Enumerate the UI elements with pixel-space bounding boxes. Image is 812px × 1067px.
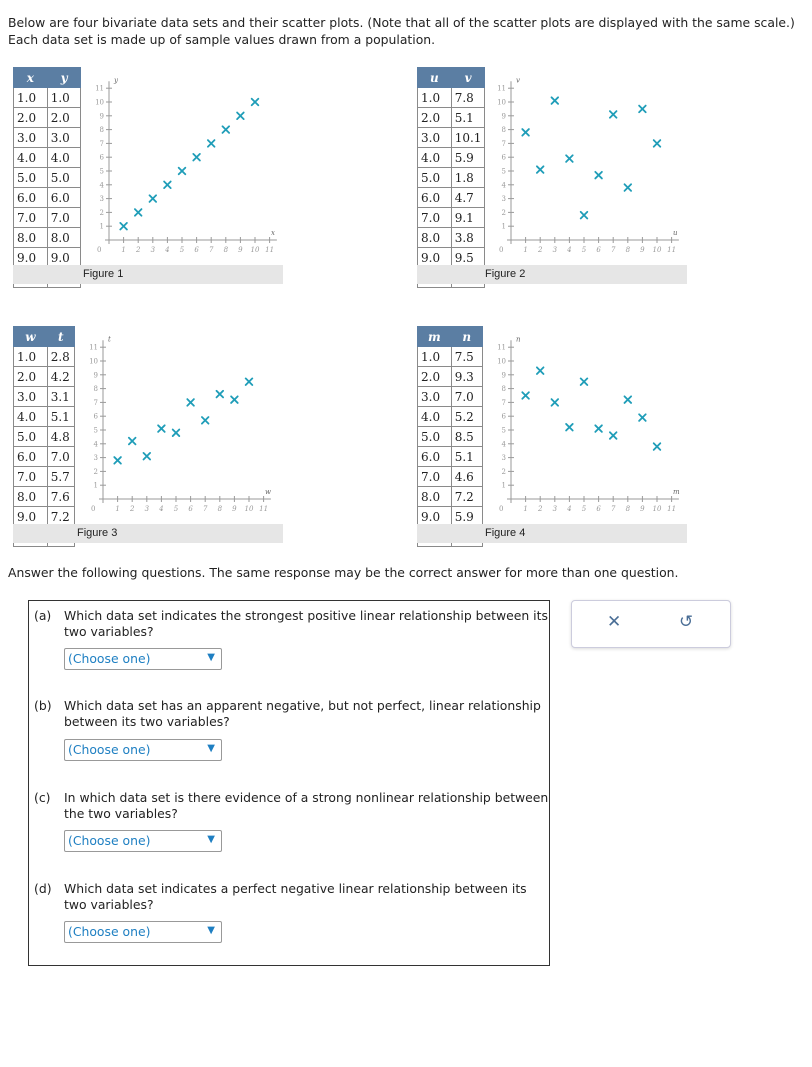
scatter-point [552, 399, 559, 406]
table-cell: 7.0 [14, 208, 48, 228]
origin-label: 0 [91, 505, 96, 513]
table-cell: 9.0 [47, 248, 81, 268]
table-cell: 5.7 [47, 467, 74, 487]
origin-label: 0 [499, 246, 504, 254]
question-d-select[interactable] [64, 921, 222, 943]
table-cell: 1.8 [451, 168, 485, 188]
x-tick-label: 1 [115, 505, 120, 513]
data-set-2 [417, 67, 687, 283]
x-tick-label: 10 [250, 246, 260, 254]
table-cell: 1.0 [418, 347, 452, 367]
scatter-point [231, 396, 238, 403]
y-tick-label: 7 [93, 398, 98, 407]
table-cell: 2.0 [14, 367, 48, 387]
table-cell: 3.0 [14, 387, 48, 407]
x-tick-label: 9 [640, 246, 645, 254]
y-tick-label: 3 [501, 454, 506, 463]
table-cell: 7.0 [14, 467, 48, 487]
x-tick-label: 3 [144, 505, 150, 513]
question-a-text: Which data set indicates the strongest positive linear relationship between its two variables? [64, 608, 548, 639]
question-d-text: Which data set indicates a perfect negative linear relationship between its two variables? [64, 881, 527, 912]
scatter-point [625, 184, 632, 191]
origin-label: 0 [97, 246, 102, 254]
x-tick-label: 5 [179, 246, 185, 254]
scatter-point [217, 391, 224, 398]
table-cell: 9.3 [451, 367, 482, 387]
y-tick-label: 11 [497, 84, 506, 93]
table-cell: 9.0 [418, 507, 452, 527]
x-tick-label: 6 [596, 505, 601, 513]
table-cell: 4.2 [47, 367, 74, 387]
x-tick-label: 5 [581, 505, 587, 513]
table-cell: 10.1 [451, 128, 485, 148]
y-tick-label: 7 [99, 139, 104, 148]
question-d-label: (d) [34, 881, 52, 896]
scatter-plot [417, 326, 687, 542]
table-cell: 3.0 [418, 128, 452, 148]
scatter-point [120, 223, 127, 230]
table-cell: 3.0 [47, 128, 81, 148]
table-cell: 6.0 [14, 188, 48, 208]
scatter-point [522, 129, 529, 136]
scatter-point [595, 425, 602, 432]
x-tick-label: 11 [265, 246, 275, 254]
question-c-label: (c) [34, 790, 51, 805]
scatter-point [610, 432, 617, 439]
scatter-point [208, 140, 215, 147]
x-tick-label: 9 [238, 246, 243, 254]
y-tick-label: 6 [501, 412, 506, 421]
x-axis-label: m [673, 488, 680, 496]
table-cell: 1.0 [14, 88, 48, 108]
dropdown-arrow-icon: ▼ [207, 652, 215, 663]
scatter-point [522, 392, 529, 399]
table-cell: 5.0 [418, 427, 452, 447]
table-cell: 9.1 [451, 208, 485, 228]
scatter-plot [417, 67, 687, 283]
column-header: v [451, 68, 485, 88]
scatter-plot [13, 67, 283, 283]
column-header: n [451, 327, 482, 347]
y-tick-label: 1 [99, 222, 104, 231]
scatter-point [150, 195, 157, 202]
y-axis-label: y [114, 76, 118, 85]
column-header: m [418, 327, 452, 347]
y-tick-label: 3 [99, 195, 104, 204]
column-header: x [14, 68, 48, 88]
scatter-point [537, 367, 544, 374]
x-tick-label: 8 [217, 505, 223, 513]
scatter-point [566, 424, 573, 431]
table-cell: 2.0 [14, 108, 48, 128]
table-cell: 9.0 [14, 248, 48, 268]
y-tick-label: 9 [501, 371, 506, 380]
table-cell: 7.0 [418, 467, 452, 487]
data-set-3 [13, 326, 283, 542]
table-cell: 4.0 [14, 407, 48, 427]
table-cell: 5.0 [14, 168, 48, 188]
table-cell: 7.6 [47, 487, 74, 507]
table-cell: 6.0 [418, 447, 452, 467]
scatter-point [129, 438, 136, 445]
origin-label: 0 [499, 505, 504, 513]
table-cell: 6.0 [14, 447, 48, 467]
x-tick-label: 6 [194, 246, 199, 254]
undo-icon[interactable]: ↺ [679, 612, 694, 632]
x-tick-label: 7 [610, 505, 616, 513]
scatter-point [654, 140, 661, 147]
y-tick-label: 1 [93, 481, 98, 490]
x-tick-label: 4 [567, 246, 572, 254]
table-cell: 5.0 [47, 168, 81, 188]
table-cell: 3.0 [14, 128, 48, 148]
y-tick-label: 8 [99, 126, 104, 135]
scatter-point [639, 414, 646, 421]
y-axis-label: t [108, 335, 111, 344]
y-tick-label: 2 [99, 208, 104, 217]
y-tick-label: 3 [501, 195, 506, 204]
column-header: u [418, 68, 452, 88]
y-tick-label: 8 [501, 126, 506, 135]
scatter-point [202, 417, 209, 424]
y-tick-label: 11 [497, 343, 506, 352]
table-cell: 7.0 [418, 208, 452, 228]
y-tick-label: 3 [93, 454, 98, 463]
scatter-point [158, 425, 165, 432]
close-icon[interactable]: ✕ [607, 612, 622, 632]
y-tick-label: 8 [501, 385, 506, 394]
y-tick-label: 4 [99, 181, 104, 190]
y-tick-label: 10 [95, 98, 104, 107]
table-cell: 7.2 [47, 507, 74, 527]
scatter-point [187, 399, 194, 406]
answer-tools [571, 600, 731, 648]
scatter-point [135, 209, 142, 216]
y-tick-label: 6 [501, 153, 506, 162]
x-tick-label: 7 [202, 505, 208, 513]
scatter-point [581, 212, 588, 219]
y-tick-label: 11 [89, 343, 98, 352]
table-cell: 7.8 [451, 88, 485, 108]
x-tick-label: 1 [121, 246, 126, 254]
y-tick-label: 5 [501, 167, 506, 176]
intro-text: Below are four bivariate data sets and their scatter plots. (Note that all of the scatter plots are displayed with the same scale.) Each data set is made up of sample values drawn from a population. [8, 15, 795, 47]
scatter-point [114, 457, 121, 464]
scatter-plot [13, 326, 283, 542]
x-tick-label: 1 [523, 505, 528, 513]
scatter-point [552, 97, 559, 104]
table-cell: 8.5 [451, 427, 482, 447]
questions-box [28, 600, 550, 966]
x-tick-label: 4 [567, 505, 572, 513]
table-cell: 4.6 [451, 467, 482, 487]
x-tick-label: 2 [129, 505, 135, 513]
y-tick-label: 9 [99, 112, 104, 121]
table-cell: 1.0 [418, 88, 452, 108]
y-tick-label: 1 [501, 481, 506, 490]
table-cell: 4.0 [418, 148, 452, 168]
y-tick-label: 6 [99, 153, 104, 162]
table-cell: 5.0 [14, 427, 48, 447]
scatter-point [625, 396, 632, 403]
x-tick-label: 1 [523, 246, 528, 254]
y-tick-label: 2 [501, 208, 506, 217]
table-cell: 8.0 [14, 228, 48, 248]
x-tick-label: 2 [135, 246, 141, 254]
scatter-point [173, 429, 180, 436]
table-cell: 6.0 [418, 188, 452, 208]
table-cell: 4.0 [418, 407, 452, 427]
data-set-1 [13, 67, 283, 283]
x-tick-label: 5 [173, 505, 179, 513]
scatter-point [537, 166, 544, 173]
y-tick-label: 8 [93, 385, 98, 394]
question-a-select[interactable] [64, 648, 222, 670]
x-tick-label: 11 [667, 505, 677, 513]
y-tick-label: 11 [95, 84, 104, 93]
x-axis-label: w [265, 488, 272, 496]
y-tick-label: 2 [93, 467, 98, 476]
scatter-point [595, 172, 602, 179]
table-cell: 7.0 [47, 447, 74, 467]
x-tick-label: 4 [165, 246, 170, 254]
x-axis-label: x [271, 229, 276, 237]
y-tick-label: 9 [501, 112, 506, 121]
scatter-point [581, 378, 588, 385]
scatter-point [193, 154, 200, 161]
x-tick-label: 9 [640, 505, 645, 513]
column-header: y [47, 68, 81, 88]
scatter-point [610, 111, 617, 118]
table-cell: 7.0 [451, 387, 482, 407]
table-cell: 3.1 [47, 387, 74, 407]
x-tick-label: 2 [537, 505, 543, 513]
table-cell: 6.0 [47, 188, 81, 208]
y-tick-label: 5 [93, 426, 98, 435]
question-a-label: (a) [34, 608, 52, 623]
x-tick-label: 2 [537, 246, 543, 254]
table-cell: 1.0 [47, 88, 81, 108]
x-tick-label: 8 [625, 505, 631, 513]
y-axis-label: v [516, 76, 520, 85]
question-b-label: (b) [34, 698, 52, 713]
table-cell: 5.1 [451, 108, 485, 128]
scatter-point [223, 126, 230, 133]
select-value: (Choose one) [68, 924, 151, 939]
x-tick-label: 8 [223, 246, 229, 254]
table-cell: 2.0 [47, 108, 81, 128]
x-tick-label: 10 [652, 246, 662, 254]
x-tick-label: 7 [610, 246, 616, 254]
table-cell: 2.0 [418, 367, 452, 387]
table-cell: 2.0 [418, 108, 452, 128]
question-c-text: In which data set is there evidence of a strong nonlinear relationship between the two variables? [64, 790, 549, 821]
x-tick-label: 3 [150, 246, 156, 254]
table-cell: 4.0 [47, 148, 81, 168]
y-tick-label: 9 [93, 371, 98, 380]
select-value: (Choose one) [68, 742, 151, 757]
question-b-text: Which data set has an apparent negative, but not perfect, linear relationship between its two variables? [64, 698, 541, 729]
x-tick-label: 7 [208, 246, 214, 254]
table-cell: 2.8 [47, 347, 74, 367]
y-tick-label: 4 [501, 440, 506, 449]
scatter-point [237, 113, 244, 120]
table-cell: 5.2 [451, 407, 482, 427]
table-cell: 5.1 [451, 447, 482, 467]
scatter-point [566, 155, 573, 162]
y-tick-label: 4 [501, 181, 506, 190]
x-tick-label: 9 [232, 505, 237, 513]
table-cell: 8.0 [418, 228, 452, 248]
table-cell: 3.0 [418, 387, 452, 407]
table-cell: 9.0 [14, 507, 48, 527]
figure-caption: Figure 2 [485, 268, 526, 280]
select-value: (Choose one) [68, 833, 151, 848]
x-tick-label: 8 [625, 246, 631, 254]
table-cell: 8.0 [47, 228, 81, 248]
x-axis-label: u [673, 229, 678, 237]
x-tick-label: 6 [596, 246, 601, 254]
y-tick-label: 10 [497, 98, 506, 107]
table-cell: 7.5 [451, 347, 482, 367]
x-tick-label: 4 [159, 505, 164, 513]
scatter-point [246, 378, 253, 385]
dropdown-arrow-icon: ▼ [207, 834, 215, 845]
y-tick-label: 5 [99, 167, 104, 176]
x-tick-label: 10 [244, 505, 254, 513]
y-tick-label: 10 [89, 357, 98, 366]
table-cell: 4.8 [47, 427, 74, 447]
dropdown-arrow-icon: ▼ [207, 743, 215, 754]
y-tick-label: 2 [501, 467, 506, 476]
data-set-4 [417, 326, 687, 542]
y-tick-label: 7 [501, 139, 506, 148]
x-tick-label: 11 [667, 246, 677, 254]
figure-caption: Figure 3 [77, 527, 118, 539]
x-tick-label: 5 [581, 246, 587, 254]
answer-instructions: Answer the following questions. The same response may be the correct answer for more than one question. [8, 565, 679, 580]
table-cell: 4.7 [451, 188, 485, 208]
x-tick-label: 6 [188, 505, 193, 513]
y-tick-label: 4 [93, 440, 98, 449]
table-cell: 1.0 [14, 347, 48, 367]
x-tick-label: 3 [552, 246, 558, 254]
figure-caption: Figure 4 [485, 527, 526, 539]
y-tick-label: 7 [501, 398, 506, 407]
table-cell: 7.0 [47, 208, 81, 228]
x-tick-label: 10 [652, 505, 662, 513]
table-cell: 8.0 [14, 487, 48, 507]
x-tick-label: 3 [552, 505, 558, 513]
y-tick-label: 5 [501, 426, 506, 435]
scatter-point [639, 106, 646, 113]
table-cell: 7.2 [451, 487, 482, 507]
question-b-select[interactable] [64, 739, 222, 761]
scatter-point [252, 99, 259, 106]
table-cell: 5.9 [451, 507, 482, 527]
table-cell: 4.0 [14, 148, 48, 168]
scatter-point [144, 453, 151, 460]
y-axis-label: n [516, 335, 521, 344]
table-cell: 5.0 [418, 168, 452, 188]
table-cell: 8.0 [418, 487, 452, 507]
table-cell: 5.1 [47, 407, 74, 427]
scatter-point [164, 182, 171, 189]
scatter-point [179, 168, 186, 175]
column-header: t [47, 327, 74, 347]
column-header: w [14, 327, 48, 347]
x-tick-label: 11 [259, 505, 269, 513]
y-tick-label: 6 [93, 412, 98, 421]
table-cell: 9.0 [418, 248, 452, 268]
scatter-point [654, 443, 661, 450]
y-tick-label: 1 [501, 222, 506, 231]
table-cell: 9.5 [451, 248, 485, 268]
table-cell: 5.9 [451, 148, 485, 168]
y-tick-label: 10 [497, 357, 506, 366]
dropdown-arrow-icon: ▼ [207, 925, 215, 936]
table-cell: 3.8 [451, 228, 485, 248]
select-value: (Choose one) [68, 651, 151, 666]
figure-caption: Figure 1 [83, 268, 124, 280]
question-c-select[interactable] [64, 830, 222, 852]
